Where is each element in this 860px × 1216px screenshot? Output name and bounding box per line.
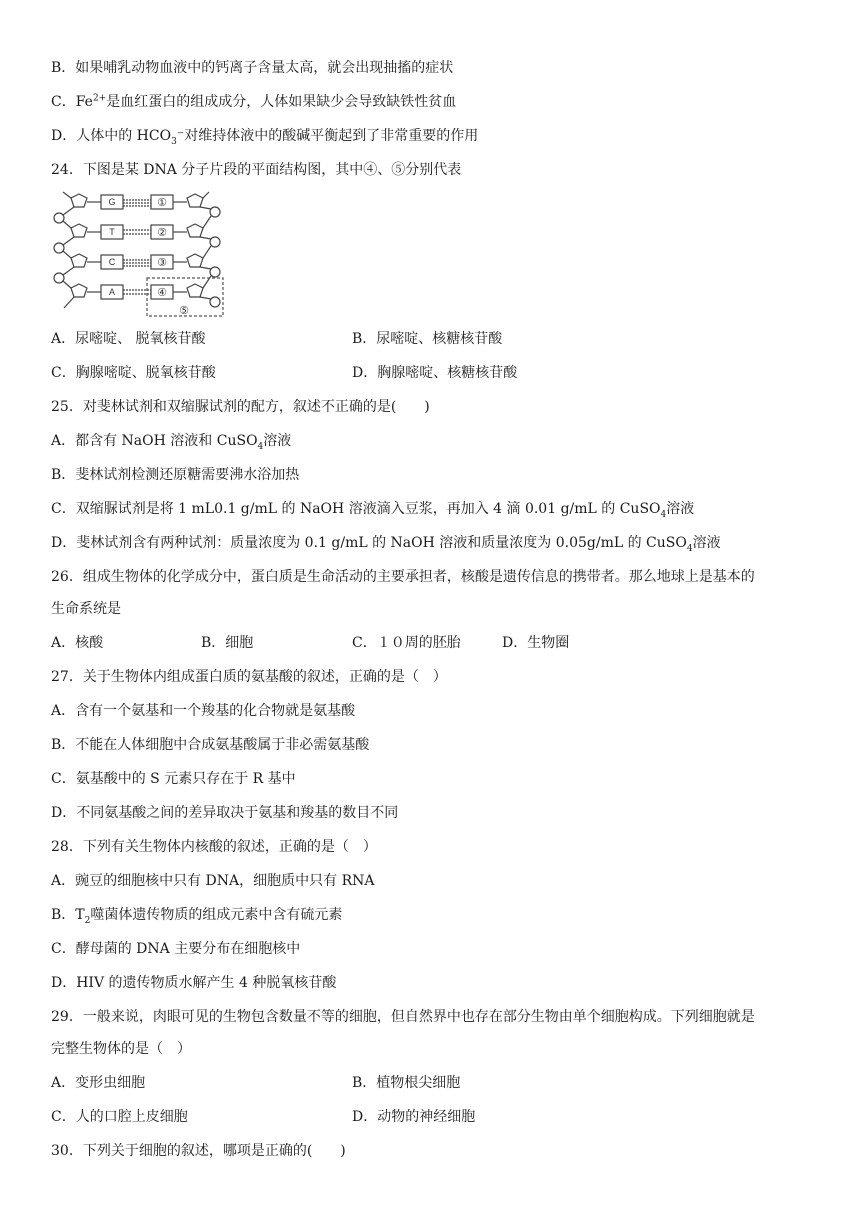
- question-24-stem: 24．下图是某 DNA 分子片段的平面结构图，其中④、⑤分别代表: [51, 162, 462, 178]
- q26-option-c: C．１０周的胚胎: [352, 635, 461, 651]
- q29-option-c: C．人的口腔上皮细胞: [51, 1109, 188, 1125]
- q29-option-a: A．变形虫细胞: [51, 1075, 146, 1091]
- question-29-stem-cont: 完整生物体的是（ ）: [51, 1041, 191, 1057]
- q25-option-b: B．斐林试剂检测还原糖需要沸水浴加热: [51, 467, 300, 483]
- question-29-stem: 29．一般来说，肉眼可见的生物包含数量不等的细胞，但自然界中也存在部分生物由单个细胞构成。下列细胞就是: [51, 1009, 755, 1025]
- base-label-left-3: C: [108, 257, 116, 267]
- base-label-right-2: ②: [157, 227, 167, 239]
- q28-option-b: B．$T_2$噬菌体遗传物质的组成元素中含有硫元素: [51, 907, 343, 926]
- q26-option-a: A．核酸: [51, 635, 104, 651]
- q25-option-d: D．斐林试剂含有两种试剂：质量浓度为 0.1 g/mL 的 NaOH 溶液和质量浓度为 0.05g/mL 的 CuSO$_4$溶液: [51, 535, 721, 554]
- q29-option-b: B．植物根尖细胞: [352, 1075, 461, 1091]
- question-27-stem: 27．关于生物体内组成蛋白质的氨基酸的叙述，正确的是（ ）: [51, 669, 447, 685]
- right-backbone: [187, 192, 220, 307]
- base-label-right-3: ③: [157, 257, 167, 269]
- option-b-calcium: B．如果哺乳动物血液中的钙离子含量太高，就会出现抽搐的症状: [51, 60, 454, 76]
- left-backbone: [54, 192, 87, 308]
- q27-option-d: D．不同氨基酸之间的差异取决于氨基和羧基的数目不同: [51, 805, 399, 821]
- question-28-stem: 28．下列有关生物体内核酸的叙述，正确的是（ ）: [51, 839, 377, 855]
- q26-option-d: D．生物圈: [502, 635, 570, 651]
- base-label-right-4: ④: [157, 287, 167, 299]
- base-label-right-1: ①: [157, 197, 167, 209]
- question-26-stem: 26．组成生物体的化学成分中，蛋白质是生命活动的主要承担者，核酸是遗传信息的携带者。那么地球上是基本的: [51, 569, 755, 585]
- q26-option-b: B．细胞: [201, 635, 254, 651]
- q25-option-c: C．双缩脲试剂是将 1 mL0.1 g/mL 的 NaOH 溶液滴入豆浆，再加入 4 滴 0.01 g/mL 的 CuSO$_4$溶液: [51, 501, 695, 520]
- q25-option-a: A．都含有 NaOH 溶液和 CuSO$_4$溶液: [51, 433, 292, 452]
- q24-option-b: B．尿嘧啶、核糖核苷酸: [352, 331, 503, 347]
- question-26-stem-cont: 生命系统是: [51, 601, 121, 617]
- option-d-bicarbonate: D．人体中的 $HCO_3^-$对维持体液中的酸碱平衡起到了非常重要的作用: [51, 128, 479, 147]
- q28-option-c: C．酵母菌的 DNA 主要分布在细胞核中: [51, 941, 301, 957]
- q28-option-a: A．豌豆的细胞核中只有 DNA，细胞质中只有 RNA: [51, 873, 375, 889]
- q24-option-a: A．尿嘧啶、 脱氧核苷酸: [51, 331, 206, 347]
- base-pairs: [87, 195, 187, 299]
- base-label-left-2: T: [109, 227, 115, 237]
- q28-option-d: D．HIV 的遗传物质水解产生 4 种脱氧核苷酸: [51, 975, 337, 991]
- q27-option-a: A．含有一个氨基和一个羧基的化合物就是氨基酸: [51, 703, 356, 719]
- q24-option-c: C．胸腺嘧啶、脱氧核苷酸: [51, 365, 216, 381]
- question-25-stem: 25．对斐林试剂和双缩脲试剂的配方，叙述不正确的是( ): [51, 399, 430, 415]
- question-30-stem: 30．下列关于细胞的叙述，哪项是正确的( ): [51, 1143, 346, 1159]
- base-label-left-4: A: [108, 287, 116, 297]
- option-c-iron: C．$Fe^{2+}$是血红蛋白的组成成分，人体如果缺少会导致缺铁性贫血: [51, 93, 457, 110]
- base-label-left-1: G: [108, 197, 116, 207]
- q29-option-d: D．动物的神经细胞: [352, 1109, 476, 1125]
- q24-option-d: D．胸腺嘧啶、核糖核苷酸: [352, 365, 518, 381]
- q27-option-b: B．不能在人体细胞中合成氨基酸属于非必需氨基酸: [51, 737, 370, 753]
- box-label: ⑤: [179, 305, 189, 317]
- q27-option-c: C．氨基酸中的 S 元素只存在于 R 基中: [51, 771, 296, 787]
- dna-structure-diagram: [49, 190, 229, 324]
